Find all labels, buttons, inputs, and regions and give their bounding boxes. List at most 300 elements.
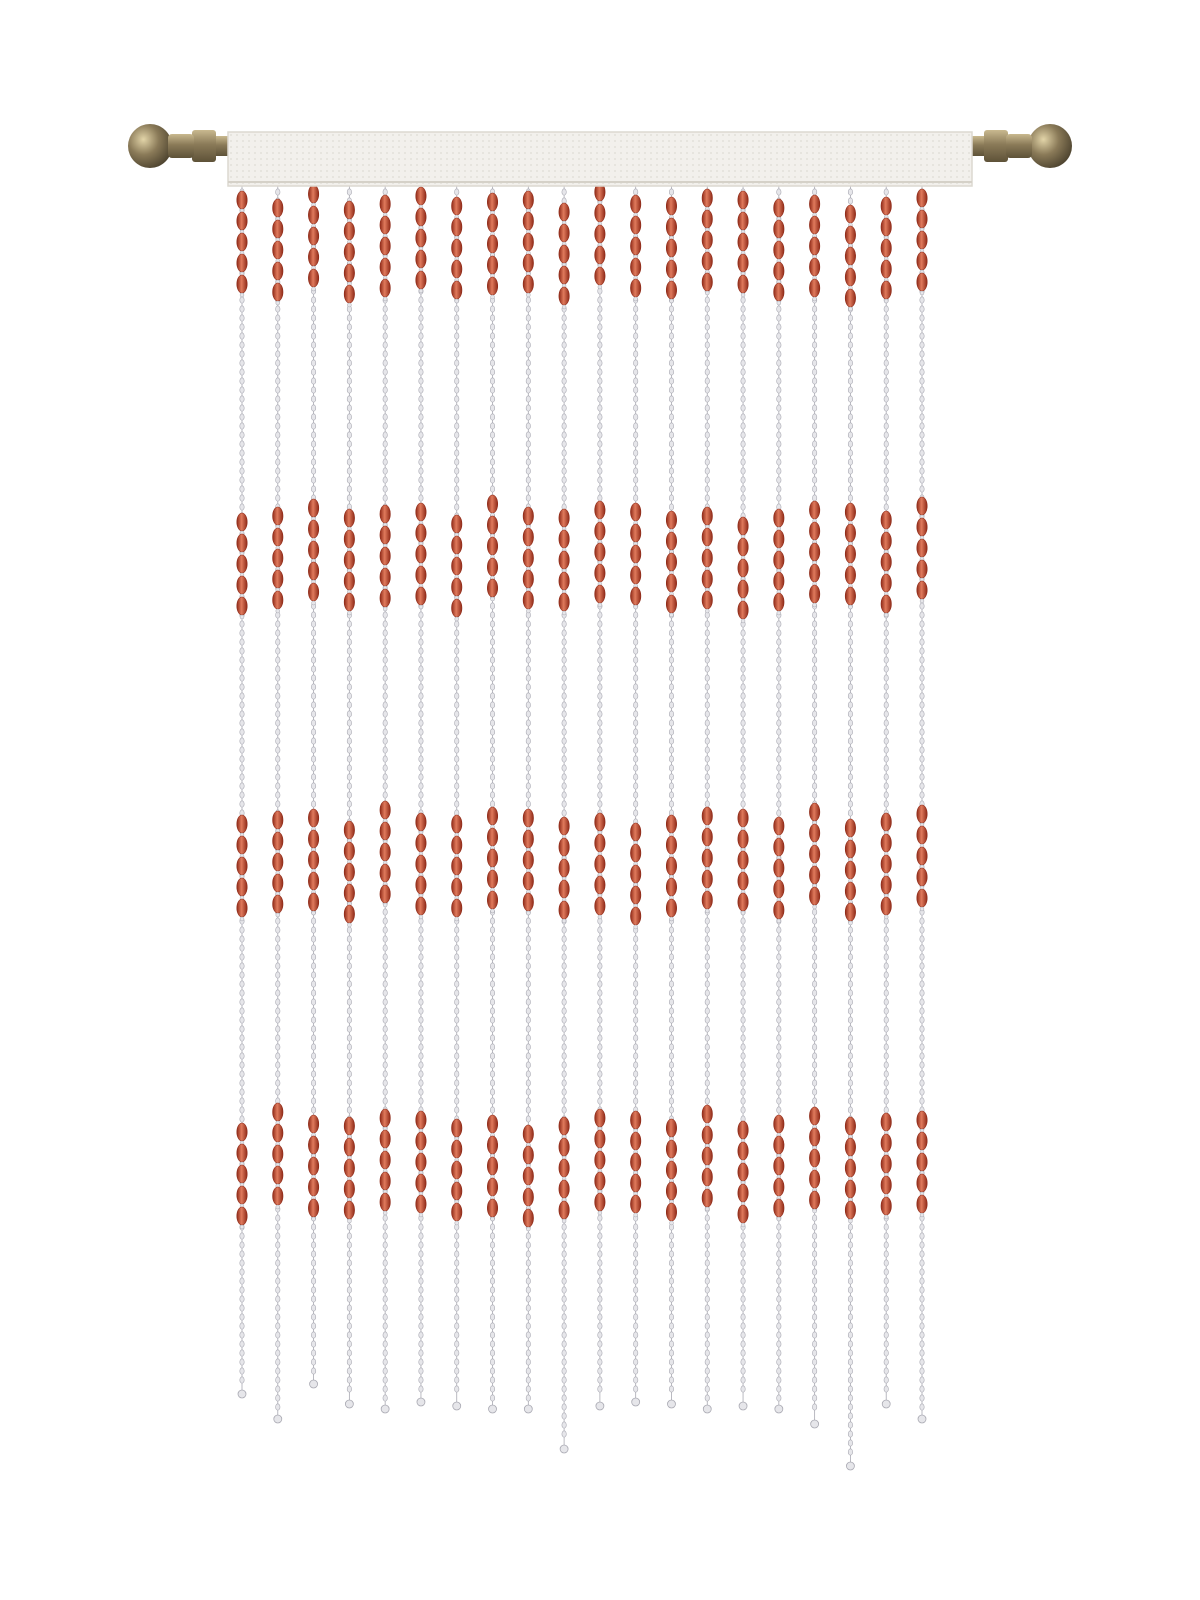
red-bead: [595, 1109, 605, 1127]
bead-strand: [559, 186, 569, 1453]
red-bead: [344, 1117, 354, 1135]
red-bead: [917, 518, 927, 536]
red-bead: [774, 1157, 784, 1175]
red-bead: [416, 545, 426, 563]
red-bead: [666, 511, 676, 529]
red-bead: [237, 233, 247, 251]
red-bead: [380, 1193, 390, 1211]
bead-strand: [702, 186, 712, 1413]
red-bead: [273, 1166, 283, 1184]
red-bead: [380, 864, 390, 882]
red-bead: [452, 239, 462, 257]
red-bead: [774, 1136, 784, 1154]
red-bead: [380, 258, 390, 276]
red-bead: [344, 1180, 354, 1198]
red-bead: [881, 1134, 891, 1152]
red-bead: [702, 1126, 712, 1144]
red-bead: [630, 258, 640, 276]
red-bead: [917, 231, 927, 249]
red-bead: [881, 239, 891, 257]
red-bead: [881, 1155, 891, 1173]
bead-strand: [452, 186, 462, 1410]
red-bead: [344, 593, 354, 611]
red-bead: [487, 1115, 497, 1133]
red-bead: [523, 233, 533, 251]
red-bead: [344, 530, 354, 548]
red-bead: [630, 503, 640, 521]
red-bead: [809, 824, 819, 842]
bead-strand: [237, 186, 247, 1398]
red-bead: [881, 532, 891, 550]
red-bead: [237, 597, 247, 615]
red-bead: [380, 589, 390, 607]
red-bead: [809, 237, 819, 255]
red-bead: [237, 212, 247, 230]
red-bead: [237, 534, 247, 552]
red-bead: [380, 216, 390, 234]
red-bead: [344, 551, 354, 569]
red-bead: [559, 530, 569, 548]
red-bead: [273, 853, 283, 871]
red-bead: [630, 566, 640, 584]
red-bead: [273, 1187, 283, 1205]
bead-strand: [809, 186, 819, 1428]
red-bead: [487, 256, 497, 274]
red-bead: [523, 1188, 533, 1206]
red-bead: [380, 195, 390, 213]
red-bead: [774, 509, 784, 527]
red-bead: [774, 199, 784, 217]
bead-strand: [523, 186, 533, 1413]
red-bead: [702, 1168, 712, 1186]
bead-strand: [881, 186, 891, 1408]
red-bead: [630, 844, 640, 862]
red-bead: [630, 823, 640, 841]
red-bead: [917, 273, 927, 291]
red-bead: [630, 524, 640, 542]
red-bead: [452, 536, 462, 554]
red-bead: [523, 275, 533, 293]
red-bead: [809, 501, 819, 519]
red-bead: [738, 809, 748, 827]
red-bead: [273, 262, 283, 280]
red-bead: [595, 834, 605, 852]
red-bead: [559, 593, 569, 611]
red-bead: [738, 830, 748, 848]
red-bead: [237, 899, 247, 917]
red-bead: [881, 260, 891, 278]
red-bead: [881, 813, 891, 831]
red-bead: [237, 815, 247, 833]
red-bead: [917, 889, 927, 907]
red-bead: [702, 849, 712, 867]
red-bead: [487, 1157, 497, 1175]
red-bead: [273, 570, 283, 588]
red-bead: [881, 197, 891, 215]
red-bead: [344, 1159, 354, 1177]
red-bead: [702, 807, 712, 825]
bead-strands: [237, 183, 927, 1470]
red-bead: [308, 1136, 318, 1154]
red-bead: [273, 549, 283, 567]
red-bead: [308, 1178, 318, 1196]
red-bead: [845, 882, 855, 900]
red-bead: [523, 830, 533, 848]
red-bead: [559, 266, 569, 284]
red-bead: [237, 836, 247, 854]
red-bead: [273, 283, 283, 301]
red-bead: [630, 1153, 640, 1171]
red-bead: [344, 884, 354, 902]
red-bead: [881, 834, 891, 852]
red-bead: [595, 813, 605, 831]
bead-strand: [774, 186, 784, 1413]
red-bead: [595, 543, 605, 561]
red-bead: [630, 279, 640, 297]
red-bead: [523, 851, 533, 869]
red-bead: [344, 222, 354, 240]
red-bead: [738, 275, 748, 293]
red-bead: [416, 897, 426, 915]
red-bead: [917, 847, 927, 865]
red-bead: [452, 197, 462, 215]
red-bead: [559, 838, 569, 856]
red-bead: [738, 559, 748, 577]
red-bead: [702, 870, 712, 888]
red-bead: [380, 843, 390, 861]
red-bead: [845, 840, 855, 858]
red-bead: [630, 216, 640, 234]
red-bead: [523, 591, 533, 609]
red-bead: [308, 206, 318, 224]
red-bead: [523, 212, 533, 230]
red-bead: [738, 1184, 748, 1202]
red-bead: [380, 822, 390, 840]
red-bead: [666, 836, 676, 854]
red-bead: [702, 591, 712, 609]
red-bead: [738, 538, 748, 556]
red-bead: [237, 576, 247, 594]
red-bead: [702, 549, 712, 567]
red-bead: [809, 564, 819, 582]
red-bead: [774, 838, 784, 856]
red-bead: [774, 220, 784, 238]
bead-strand: [308, 185, 318, 1388]
red-bead: [416, 1111, 426, 1129]
red-bead: [487, 891, 497, 909]
red-bead: [559, 880, 569, 898]
red-bead: [917, 1174, 927, 1192]
red-bead: [774, 262, 784, 280]
red-bead: [452, 599, 462, 617]
red-bead: [380, 1109, 390, 1127]
red-bead: [666, 281, 676, 299]
red-bead: [273, 507, 283, 525]
red-bead: [917, 539, 927, 557]
red-bead: [308, 541, 318, 559]
bead-strand: [738, 186, 748, 1410]
red-bead: [523, 1146, 533, 1164]
red-bead: [917, 497, 927, 515]
bead-strand: [666, 186, 676, 1408]
red-bead: [774, 880, 784, 898]
red-bead: [380, 505, 390, 523]
red-bead: [273, 895, 283, 913]
red-bead: [595, 522, 605, 540]
red-bead: [452, 557, 462, 575]
red-bead: [273, 1103, 283, 1121]
red-bead: [344, 905, 354, 923]
red-bead: [809, 1191, 819, 1209]
red-bead: [809, 866, 819, 884]
red-bead: [308, 185, 318, 203]
right-finial: [1028, 124, 1072, 168]
red-bead: [702, 210, 712, 228]
red-bead: [845, 1138, 855, 1156]
red-bead: [595, 204, 605, 222]
red-bead: [487, 558, 497, 576]
red-bead: [666, 1161, 676, 1179]
red-bead: [666, 218, 676, 236]
red-bead: [809, 543, 819, 561]
red-bead: [881, 511, 891, 529]
red-bead: [273, 832, 283, 850]
red-bead: [702, 189, 712, 207]
red-bead: [380, 279, 390, 297]
red-bead: [416, 271, 426, 289]
red-bead: [666, 1203, 676, 1221]
red-bead: [630, 587, 640, 605]
red-bead: [273, 811, 283, 829]
red-bead: [273, 1124, 283, 1142]
red-bead: [666, 878, 676, 896]
red-bead: [452, 218, 462, 236]
red-bead: [559, 817, 569, 835]
red-bead: [774, 859, 784, 877]
red-bead: [380, 1172, 390, 1190]
red-bead: [809, 1170, 819, 1188]
red-bead: [917, 560, 927, 578]
red-bead: [237, 1207, 247, 1225]
bead-strand: [416, 186, 426, 1406]
red-bead: [630, 237, 640, 255]
red-bead: [738, 872, 748, 890]
red-bead: [774, 572, 784, 590]
red-bead: [523, 1209, 533, 1227]
red-bead: [630, 886, 640, 904]
red-bead: [523, 1125, 533, 1143]
red-bead: [666, 197, 676, 215]
red-bead: [630, 1132, 640, 1150]
red-bead: [487, 495, 497, 513]
red-bead: [702, 528, 712, 546]
red-bead: [702, 507, 712, 525]
red-bead: [917, 826, 927, 844]
red-bead: [881, 1113, 891, 1131]
red-bead: [416, 229, 426, 247]
red-bead: [630, 1111, 640, 1129]
red-bead: [344, 201, 354, 219]
red-bead: [881, 281, 891, 299]
red-bead: [273, 874, 283, 892]
red-bead: [308, 248, 318, 266]
red-bead: [666, 857, 676, 875]
bead-strand: [487, 186, 497, 1413]
red-bead: [809, 803, 819, 821]
red-bead: [559, 1117, 569, 1135]
fabric-header: [228, 132, 972, 186]
red-bead: [380, 568, 390, 586]
red-bead: [452, 1182, 462, 1200]
red-bead: [380, 1151, 390, 1169]
red-bead: [559, 1180, 569, 1198]
red-bead: [809, 195, 819, 213]
red-bead: [308, 809, 318, 827]
red-bead: [595, 585, 605, 603]
red-bead: [559, 203, 569, 221]
red-bead: [416, 208, 426, 226]
red-bead: [416, 566, 426, 584]
red-bead: [559, 1201, 569, 1219]
red-bead: [630, 545, 640, 563]
red-bead: [917, 210, 927, 228]
red-bead: [595, 267, 605, 285]
red-bead: [380, 547, 390, 565]
red-bead: [738, 233, 748, 251]
red-bead: [595, 1151, 605, 1169]
red-bead: [917, 252, 927, 270]
red-bead: [416, 250, 426, 268]
red-bead: [666, 815, 676, 833]
red-bead: [559, 245, 569, 263]
red-bead: [308, 269, 318, 287]
red-bead: [845, 503, 855, 521]
red-bead: [595, 1130, 605, 1148]
red-bead: [666, 899, 676, 917]
red-bead: [845, 247, 855, 265]
red-bead: [666, 1182, 676, 1200]
red-bead: [237, 254, 247, 272]
bead-strand: [273, 186, 283, 1423]
red-bead: [774, 283, 784, 301]
red-bead: [523, 528, 533, 546]
red-bead: [523, 191, 533, 209]
red-bead: [809, 522, 819, 540]
red-bead: [881, 1197, 891, 1215]
red-bead: [738, 254, 748, 272]
red-bead: [738, 1142, 748, 1160]
red-bead: [774, 1115, 784, 1133]
red-bead: [845, 819, 855, 837]
red-bead: [237, 878, 247, 896]
red-bead: [344, 821, 354, 839]
red-bead: [344, 285, 354, 303]
red-bead: [559, 287, 569, 305]
red-bead: [237, 513, 247, 531]
red-bead: [273, 199, 283, 217]
red-bead: [881, 897, 891, 915]
red-bead: [595, 246, 605, 264]
red-bead: [487, 193, 497, 211]
red-bead: [308, 227, 318, 245]
red-bead: [702, 231, 712, 249]
red-bead: [666, 574, 676, 592]
red-bead: [416, 876, 426, 894]
red-bead: [845, 226, 855, 244]
red-bead: [559, 1159, 569, 1177]
red-bead: [308, 1115, 318, 1133]
red-bead: [702, 570, 712, 588]
red-bead: [308, 499, 318, 517]
red-bead: [344, 572, 354, 590]
red-bead: [738, 191, 748, 209]
red-bead: [273, 241, 283, 259]
bead-strand: [845, 186, 855, 1470]
red-bead: [666, 1140, 676, 1158]
red-bead: [237, 1186, 247, 1204]
red-bead: [487, 1199, 497, 1217]
red-bead: [416, 587, 426, 605]
red-bead: [774, 1178, 784, 1196]
red-bead: [845, 1180, 855, 1198]
red-bead: [416, 834, 426, 852]
red-bead: [273, 1145, 283, 1163]
red-bead: [559, 224, 569, 242]
red-bead: [559, 901, 569, 919]
red-bead: [845, 1159, 855, 1177]
red-bead: [595, 501, 605, 519]
red-bead: [380, 885, 390, 903]
red-bead: [845, 861, 855, 879]
red-bead: [845, 587, 855, 605]
red-bead: [881, 553, 891, 571]
red-bead: [487, 516, 497, 534]
red-bead: [344, 243, 354, 261]
red-bead: [809, 279, 819, 297]
red-bead: [702, 252, 712, 270]
red-bead: [738, 517, 748, 535]
red-bead: [738, 212, 748, 230]
red-bead: [237, 857, 247, 875]
red-bead: [809, 887, 819, 905]
red-bead: [416, 1195, 426, 1213]
red-bead: [845, 205, 855, 223]
red-bead: [308, 1199, 318, 1217]
red-bead: [845, 1201, 855, 1219]
red-bead: [452, 1161, 462, 1179]
red-bead: [452, 815, 462, 833]
red-bead: [487, 277, 497, 295]
bead-strand: [595, 183, 605, 1410]
red-bead: [881, 595, 891, 613]
red-bead: [452, 1203, 462, 1221]
red-bead: [666, 239, 676, 257]
red-bead: [845, 903, 855, 921]
red-bead: [487, 828, 497, 846]
red-bead: [845, 524, 855, 542]
red-bead: [487, 849, 497, 867]
red-bead: [487, 214, 497, 232]
red-bead: [774, 1199, 784, 1217]
red-bead: [881, 218, 891, 236]
red-bead: [452, 878, 462, 896]
red-bead: [487, 807, 497, 825]
red-bead: [917, 189, 927, 207]
left-finial: [128, 124, 172, 168]
red-bead: [917, 1195, 927, 1213]
red-bead: [666, 553, 676, 571]
red-bead: [416, 187, 426, 205]
